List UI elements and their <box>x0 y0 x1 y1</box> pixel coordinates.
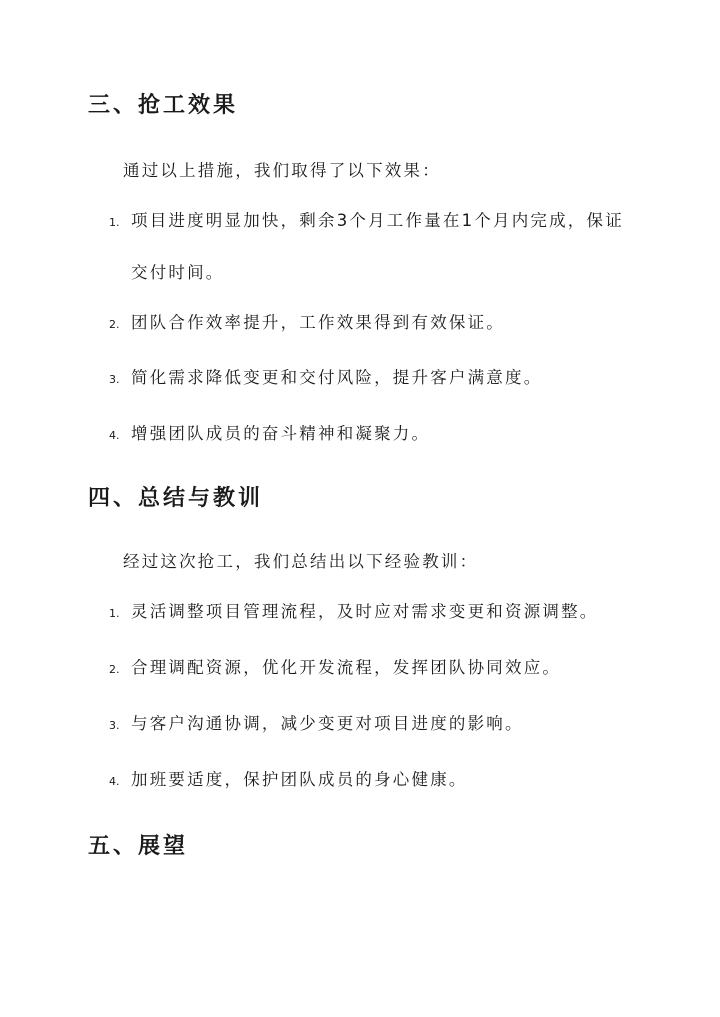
list-text: 加班要适度，保护团队成员的身心健康。 <box>131 770 468 789</box>
list-number: 4. <box>109 775 120 788</box>
list-number: 4. <box>109 429 120 442</box>
list-number: 3. <box>109 719 120 732</box>
list-item <box>109 353 649 405</box>
list-item <box>109 699 649 751</box>
list-item <box>109 409 649 461</box>
list-item <box>109 587 649 639</box>
section-3-intro: 通过以上措施，我们取得了以下效果： <box>123 161 441 180</box>
list-text: 增强团队成员的奋斗精神和凝聚力。 <box>131 424 431 443</box>
list-item <box>109 755 649 807</box>
section-4-heading: 四、总结与教训 <box>88 486 264 511</box>
list-item <box>109 298 649 350</box>
list-text-continuation: 交付时间。 <box>131 263 225 282</box>
list-number: 2. <box>109 663 120 676</box>
list-number: 1. <box>109 607 120 620</box>
list-number: 1. <box>109 216 120 229</box>
section-4-intro: 经过这次抢工，我们总结出以下经验教训： <box>123 552 479 571</box>
list-text: 灵活调整项目管理流程，及时应对需求变更和资源调整。 <box>131 602 599 621</box>
list-text: 合理调配资源，优化开发流程，发挥团队协同效应。 <box>131 658 562 677</box>
section-5-heading: 五、展望 <box>88 834 189 859</box>
list-item <box>109 643 649 695</box>
list-text: 项目进度明显加快，剩余3个月工作量在1个月内完成，保证 <box>131 211 624 230</box>
list-text: 团队合作效率提升，工作效果得到有效保证。 <box>131 313 505 332</box>
list-item <box>109 196 649 298</box>
list-number: 2. <box>109 318 120 331</box>
list-text: 与客户沟通协调，减少变更对项目进度的影响。 <box>131 714 524 733</box>
section-3-heading: 三、抢工效果 <box>88 93 239 118</box>
list-number: 3. <box>109 373 120 386</box>
list-text: 简化需求降低变更和交付风险，提升客户满意度。 <box>131 368 543 387</box>
